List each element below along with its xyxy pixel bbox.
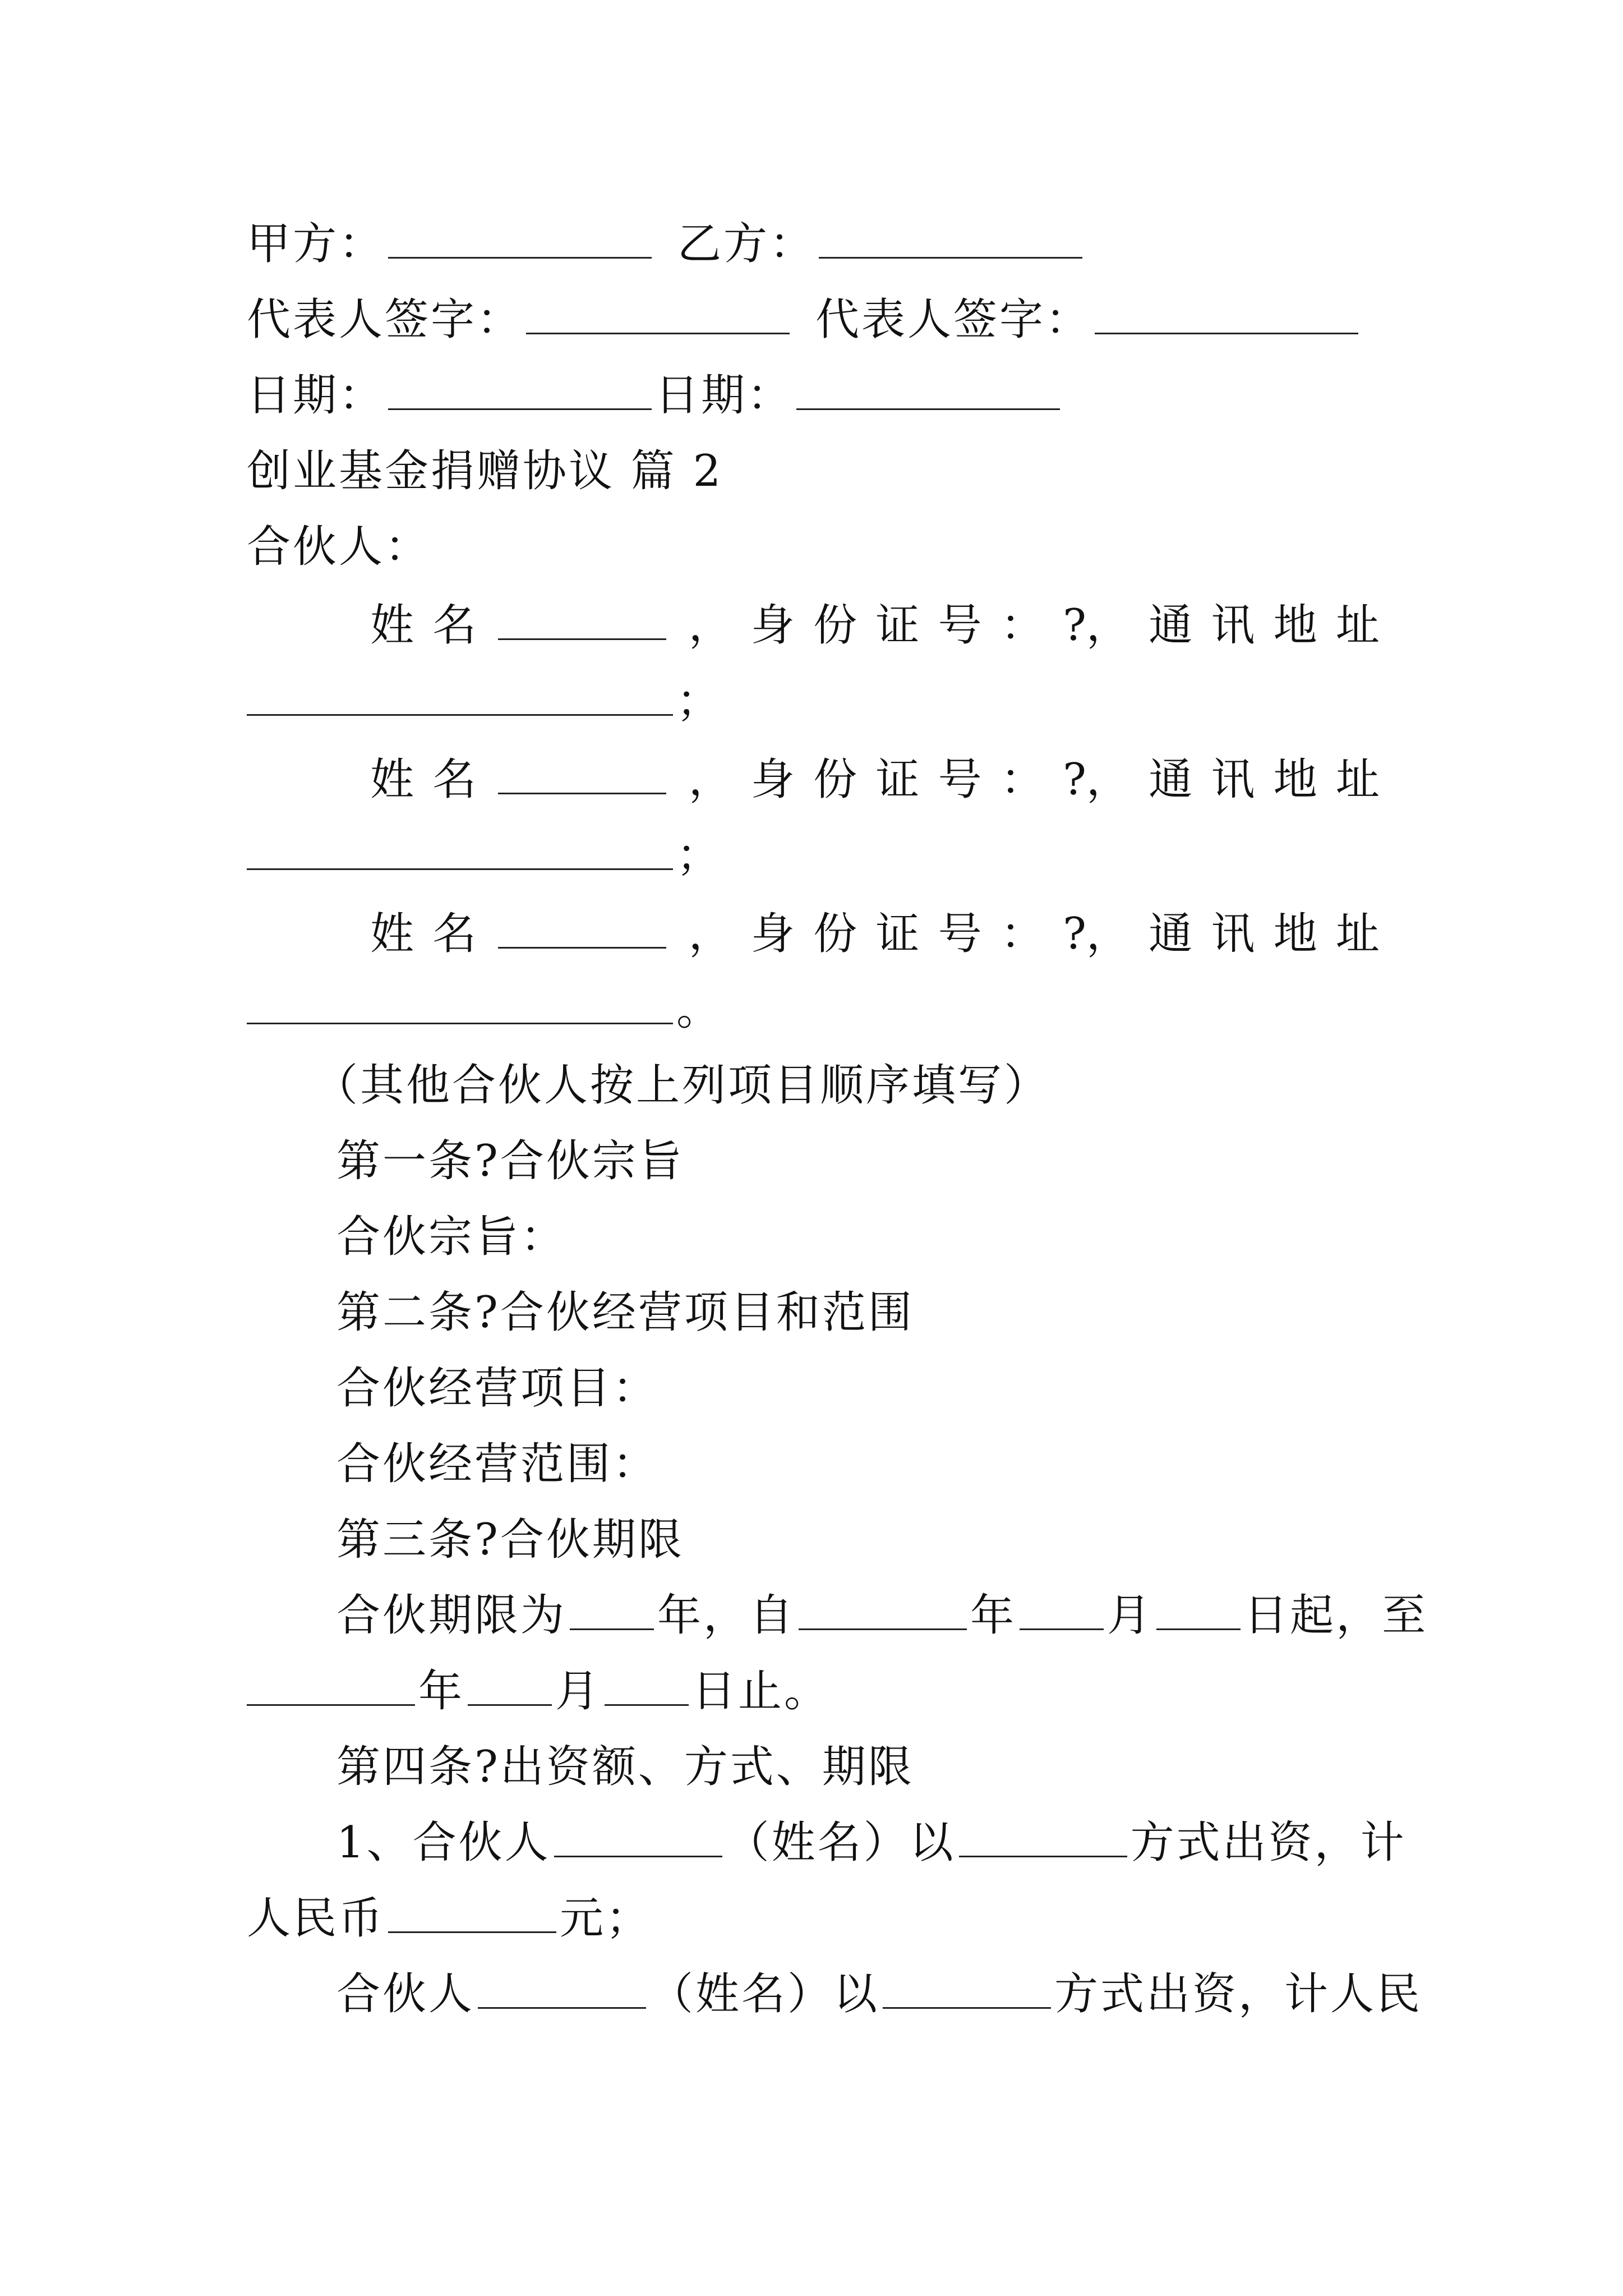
semicolon: ； [676,830,723,881]
text-segment: 人民币 [247,1893,385,1944]
id-char-4: 号 [938,600,982,651]
addr-char-4: 址 [1335,600,1380,651]
article-1-title: 第一条?合伙宗旨 [336,1136,684,1186]
text-segment: 方式出资，计人民 [1054,1969,1423,2019]
text-segment: 月 [1107,1590,1154,1641]
article-4-item-2-line-1 [336,1966,1423,2022]
method-blank [959,1816,1127,1857]
text-segment: 方式出资，计 [1130,1818,1407,1868]
amount-blank [388,1892,556,1933]
signature-rep-line [247,292,1380,348]
partner-name-blank [478,1968,646,2009]
period: 。 [676,984,723,1035]
name-char-1: 姓 [370,754,414,805]
id-char-3: 证 [875,600,920,651]
partner-name-blank [554,1816,722,1857]
semicolon: ； [676,676,723,726]
address-blank [247,829,673,870]
id-value: ?， [1063,754,1130,805]
name-blank [498,599,666,640]
article-1-body: 合伙宗旨： [336,1212,567,1262]
start-day-blank [1156,1589,1241,1630]
partner-row-3-cont [247,982,1380,1038]
end-year-blank [247,1665,415,1706]
start-month-blank [1020,1589,1104,1630]
method-blank [883,1968,1051,2009]
id-char-3: 证 [875,909,920,959]
id-colon: ： [1000,754,1044,805]
article-4-item-1-line-2 [247,1890,1380,1947]
id-char-1: 身 [750,909,795,959]
date-a-label: 日期： [247,370,385,421]
addr-char-2: 讯 [1211,754,1255,805]
party-b-label: 乙方： [677,219,816,269]
partner-row-1 [370,597,1380,654]
text-segment: 合伙人 [336,1969,475,2019]
text-segment: 年，自 [657,1590,796,1641]
comma: ， [688,909,732,959]
id-char-2: 份 [813,909,857,959]
partners-label: 合伙人： [247,522,431,572]
id-char-4: 号 [938,909,982,959]
name-blank [498,908,666,949]
date-b-label: 日期： [655,370,794,421]
name-blank [498,753,666,794]
article-2-item: 合伙经营项目： [336,1363,659,1414]
text-segment: 年 [418,1666,465,1717]
addr-char-3: 地 [1273,600,1317,651]
address-blank [247,983,673,1024]
party-b-blank [819,218,1082,259]
addr-char-1: 通 [1149,909,1193,959]
partner-row-1-cont [247,673,1380,729]
article-4-title: 第四条?出资额、方式、期限 [336,1742,914,1792]
id-colon: ： [1000,909,1044,959]
article-4-item-1-line-1 [336,1815,1407,1871]
addr-char-2: 讯 [1211,909,1255,959]
addr-char-3: 地 [1273,754,1317,805]
comma: ， [688,600,732,651]
party-a-blank [388,218,652,259]
partners-note: （其他合伙人按上列项目顺序填写） [314,1060,1050,1111]
date-b-blank [796,369,1060,410]
article-3-text-line-2 [247,1663,1380,1719]
name-char-2: 名 [432,909,477,959]
partner-row-2 [370,752,1380,808]
id-char-1: 身 [750,754,795,805]
party-a-label: 甲方： [247,219,385,269]
comma: ， [688,754,732,805]
rep-sign-a-blank [526,293,790,334]
id-colon: ： [1000,600,1044,651]
addr-char-1: 通 [1149,754,1193,805]
partner-row-3 [370,906,1380,962]
text-segment: 年 [970,1590,1017,1641]
id-char-4: 号 [938,754,982,805]
end-month-blank [468,1665,552,1706]
name-char-1: 姓 [370,600,414,651]
addr-char-1: 通 [1149,600,1193,651]
name-char-2: 名 [432,754,477,805]
partner-row-2-cont [247,827,1380,884]
id-char-2: 份 [813,754,857,805]
rep-sign-b-blank [1095,293,1358,334]
article-3-title: 第三条?合伙期限 [336,1515,684,1565]
date-a-blank [388,369,652,410]
addr-char-4: 址 [1335,909,1380,959]
text-segment: （姓名）以 [725,1818,956,1868]
signature-party-line [247,216,1380,272]
text-segment: 日起，至 [1244,1590,1428,1641]
end-day-blank [605,1665,689,1706]
id-value: ?， [1063,600,1130,651]
text-segment: （姓名）以 [649,1969,880,2019]
article-2-scope: 合伙经营范围： [336,1439,659,1489]
text-segment: 合伙期限为 [336,1590,567,1641]
id-value: ?， [1063,909,1130,959]
section-title: 创业基金捐赠协议 篇 2 [247,446,723,496]
id-char-1: 身 [750,600,795,651]
text-segment: 月 [555,1666,602,1717]
article-3-text-line-1 [336,1588,1428,1644]
id-char-2: 份 [813,600,857,651]
id-char-3: 证 [875,754,920,805]
years-blank [570,1589,654,1630]
rep-sign-b-label: 代表人签字： [815,295,1092,345]
signature-date-line [247,367,1380,424]
text-segment: 1、合伙人 [336,1818,551,1868]
name-char-2: 名 [432,600,477,651]
name-char-1: 姓 [370,909,414,959]
start-year-blank [799,1589,967,1630]
article-2-title: 第二条?合伙经营项目和范围 [336,1287,914,1338]
addr-char-2: 讯 [1211,600,1255,651]
text-segment: 日止。 [692,1666,831,1717]
rep-sign-a-label: 代表人签字： [247,295,523,345]
address-blank [247,675,673,716]
addr-char-3: 地 [1273,909,1317,959]
text-segment: 元； [560,1893,652,1944]
addr-char-4: 址 [1335,754,1380,805]
